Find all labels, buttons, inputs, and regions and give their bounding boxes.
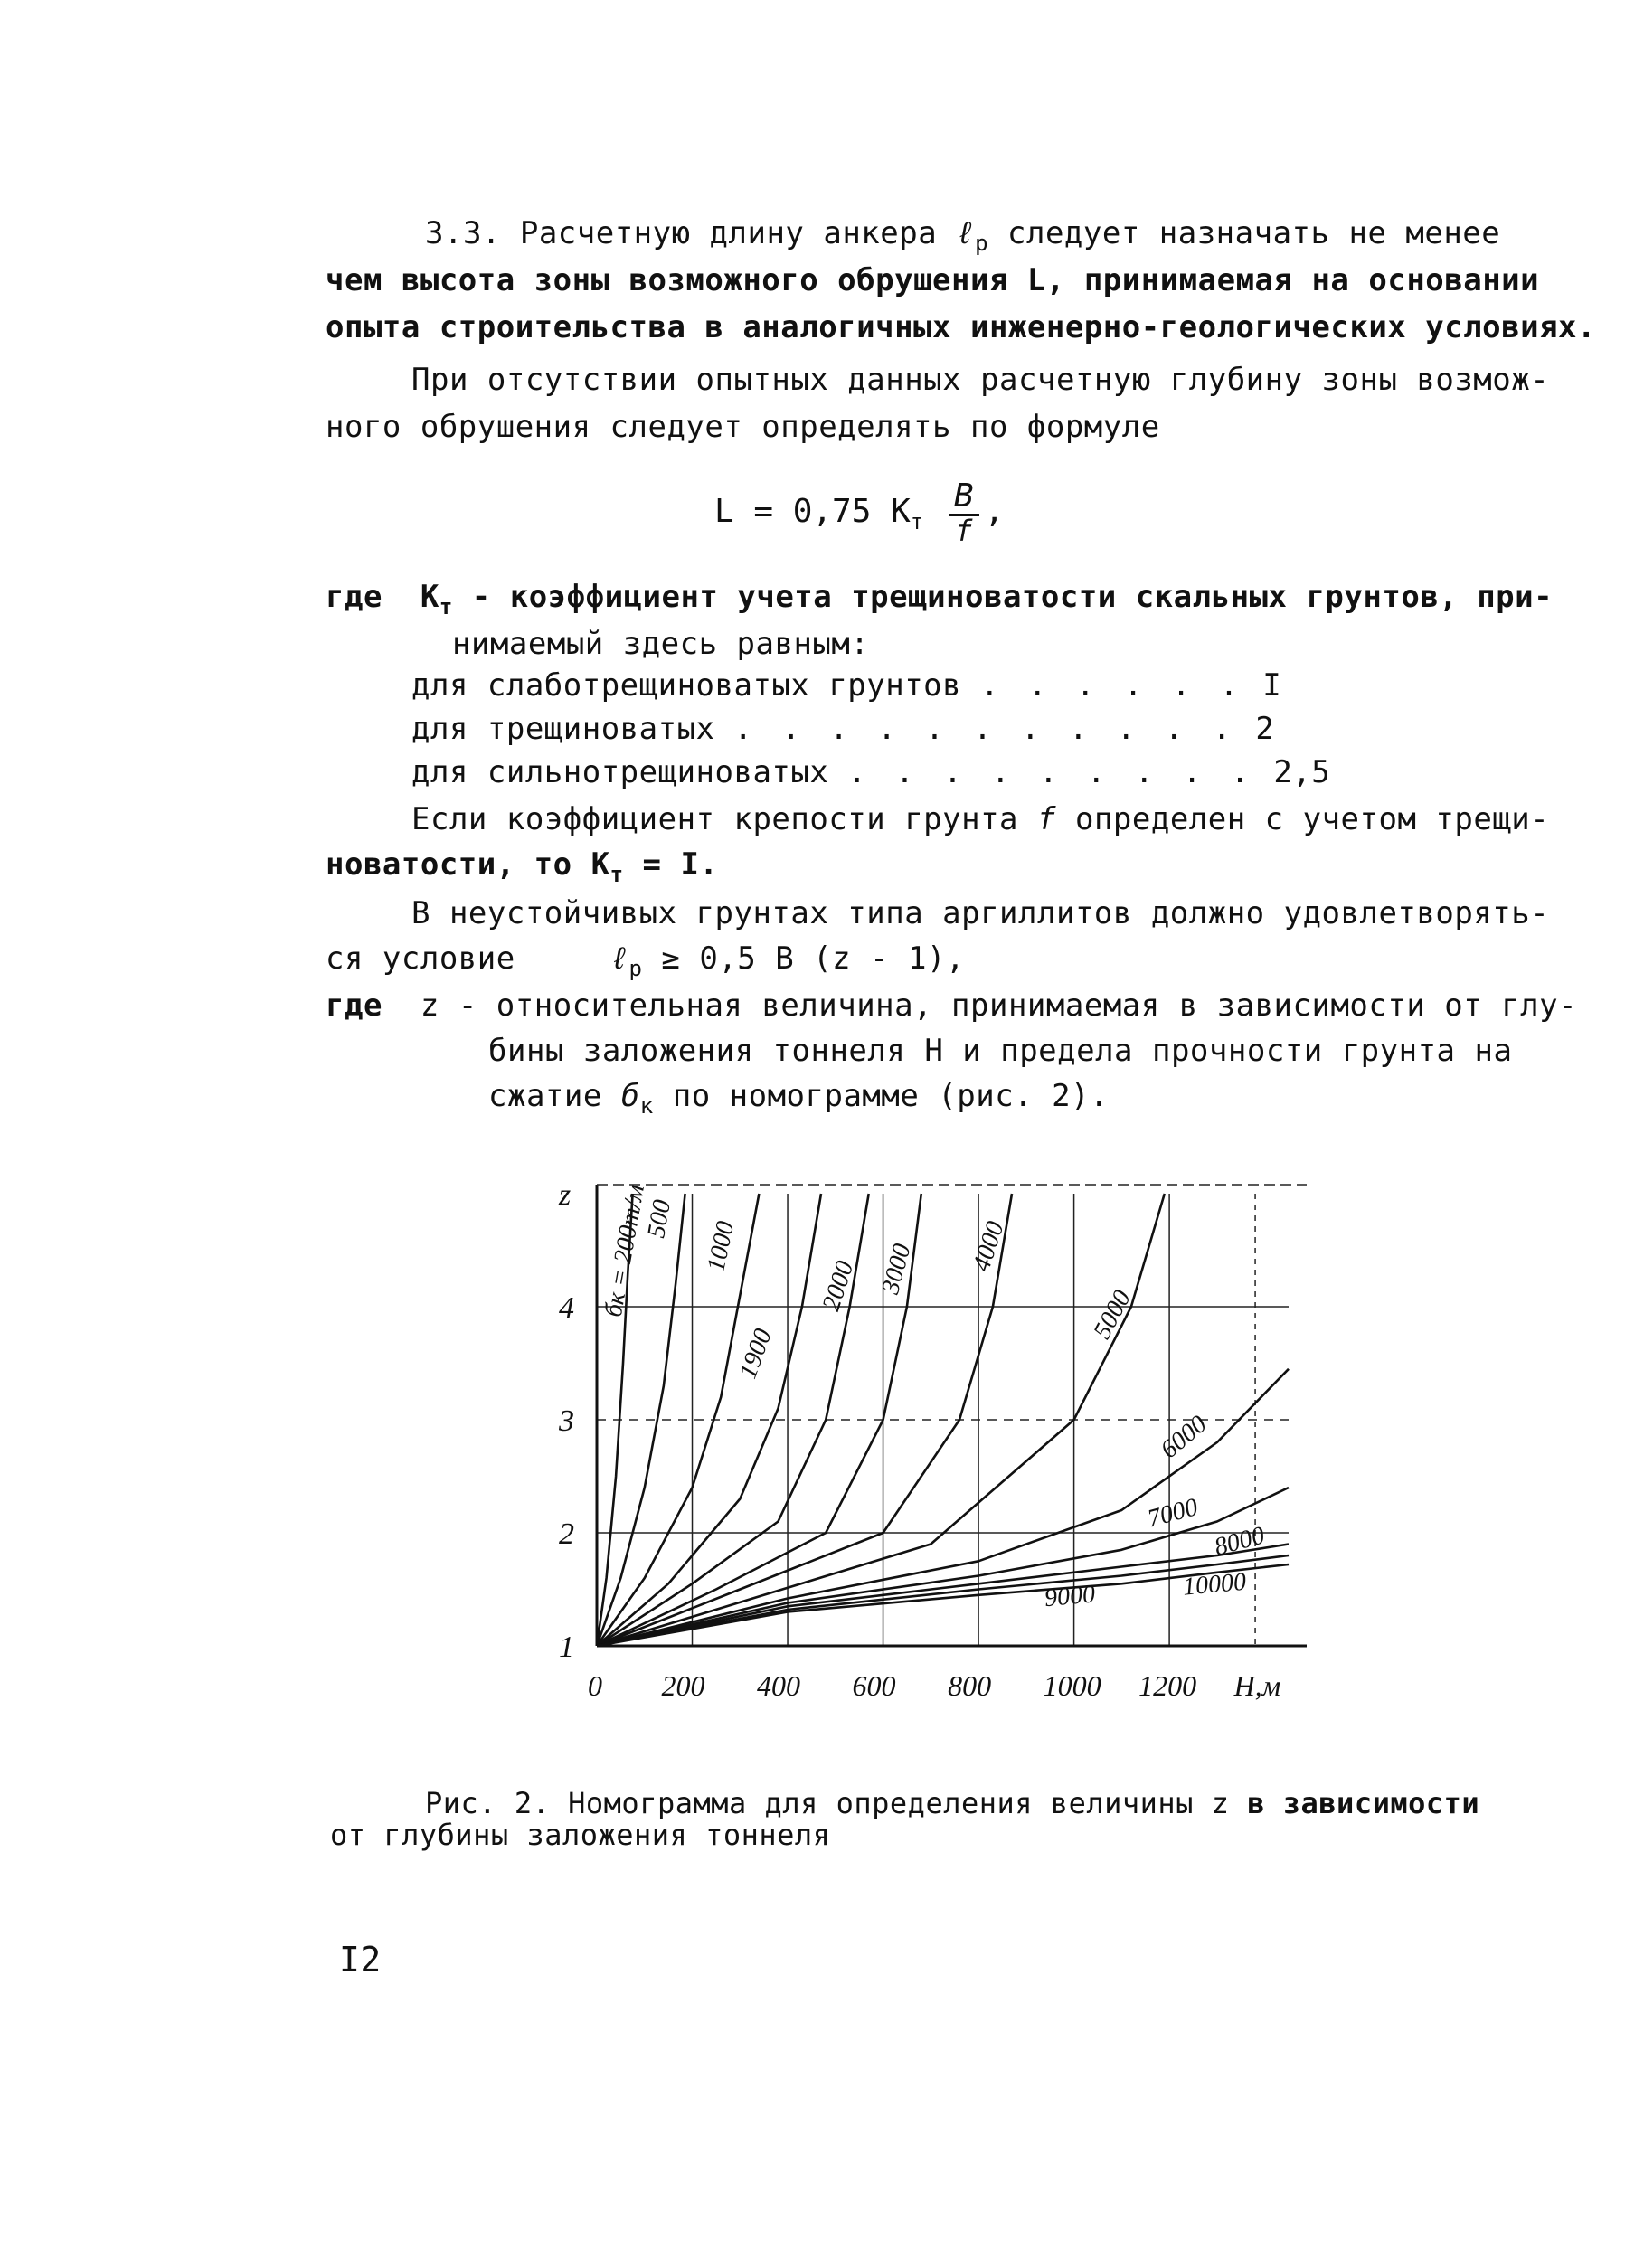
z-def-line2: бины заложения тоннеля H и предела прочности грунта на: [488, 1033, 1513, 1069]
curve-label-8: 6000: [1155, 1410, 1213, 1465]
curve-label-1: 500: [642, 1197, 677, 1241]
kt-row-1: для слаботрещиноватых грунтов . . . . . . I: [411, 667, 1282, 704]
para33-line1: 3.3. Расчетную длину анкера ℓ$_р$ следует назначать не менее: [425, 215, 1501, 256]
curve-label-3: 1900: [733, 1325, 778, 1383]
x-tick-label-6: 1200: [1138, 1669, 1197, 1702]
x-tick-label-7: H,м: [1233, 1669, 1281, 1702]
curve-label-2: 1000: [702, 1218, 741, 1274]
curve-4000: [597, 1194, 1012, 1646]
kt-row-2: для трещиноватых . . . . . . . . . . . 2: [411, 711, 1275, 747]
y-tick-label-3: 4: [559, 1291, 574, 1325]
formula-fraction: $\frac{B}{f}$: [949, 479, 979, 546]
kt-def-line2: нимаемый здесь равным:: [452, 626, 870, 662]
curve-label-5: 3000: [876, 1241, 917, 1298]
page-number: I2: [339, 1940, 382, 1980]
figure-caption-line1: Рис. 2. Номограмма для определения величины z в зависимости: [425, 1786, 1480, 1820]
para-unstable-line2: ся условие ℓ$_р$ ≥ 0,5 B (z - 1),: [326, 940, 965, 981]
y-tick-label-1: 2: [559, 1517, 574, 1551]
kt-def-line1: где $K_т$ - коэффициент учета трещиноватости скальных грунтов, при-: [326, 579, 1554, 619]
formula-L: L = 0,75 $K_т$ $\frac{B}{f}$ ,: [714, 477, 1005, 548]
para33-line2: чем высота зоны возможного обрушения L, принимаемая на основании: [326, 262, 1540, 298]
curve-label-4: 2000: [817, 1257, 860, 1315]
x-tick-label-2: 400: [757, 1669, 801, 1702]
x-tick-label-3: 600: [852, 1669, 896, 1702]
para-if-line2: новатости, то $K_т = I$.: [326, 846, 719, 887]
x-tick-label-4: 800: [948, 1669, 992, 1702]
para33-line3: опыта строительства в аналогичных инженерно-геологических условиях.: [326, 309, 1596, 345]
curve-label-0: бк = 200т/м: [599, 1182, 650, 1319]
y-tick-label-0: 1: [559, 1630, 574, 1664]
y-tick-label-4: z: [559, 1178, 572, 1212]
para-if-line1: Если коэффициент крепости грунта f определен с учетом трещи-: [411, 801, 1550, 837]
curve-label-7: 5000: [1088, 1285, 1137, 1344]
curve-label-6: 4000: [967, 1217, 1010, 1275]
nomogram-chart: [506, 1167, 1320, 1727]
z-def-line3: сжатие $б_к$ по номограмме (рис. 2).: [488, 1078, 1110, 1119]
curve-label-9: 7000: [1144, 1493, 1201, 1534]
para-unstable-line1: В неустойчивых грунтах типа аргиллитов должно удовлетворять-: [411, 895, 1550, 931]
curve-label-10: 8000: [1211, 1521, 1268, 1562]
para-noexp-line1: При отсутствии опытных данных расчетную глубину зоны возмож-: [411, 362, 1550, 398]
kt-row-3: для сильнотрещиноватых . . . . . . . . . 2,5: [411, 754, 1331, 790]
y-tick-label-2: 3: [559, 1404, 574, 1438]
curve-label-12: 10000: [1181, 1567, 1248, 1602]
x-tick-label-5: 1000: [1043, 1669, 1101, 1702]
curve-label-11: 9000: [1043, 1580, 1097, 1613]
para-noexp-line2: ного обрушения следует определять по формуле: [326, 409, 1160, 445]
x-tick-label-1: 200: [661, 1669, 705, 1702]
z-def-line1: где z - относительная величина, принимаемая в зависимости от глу-: [326, 988, 1578, 1024]
x-tick-label-0: 0: [588, 1669, 602, 1702]
figure-caption-line2: от глубины заложения тоннеля: [330, 1818, 831, 1852]
